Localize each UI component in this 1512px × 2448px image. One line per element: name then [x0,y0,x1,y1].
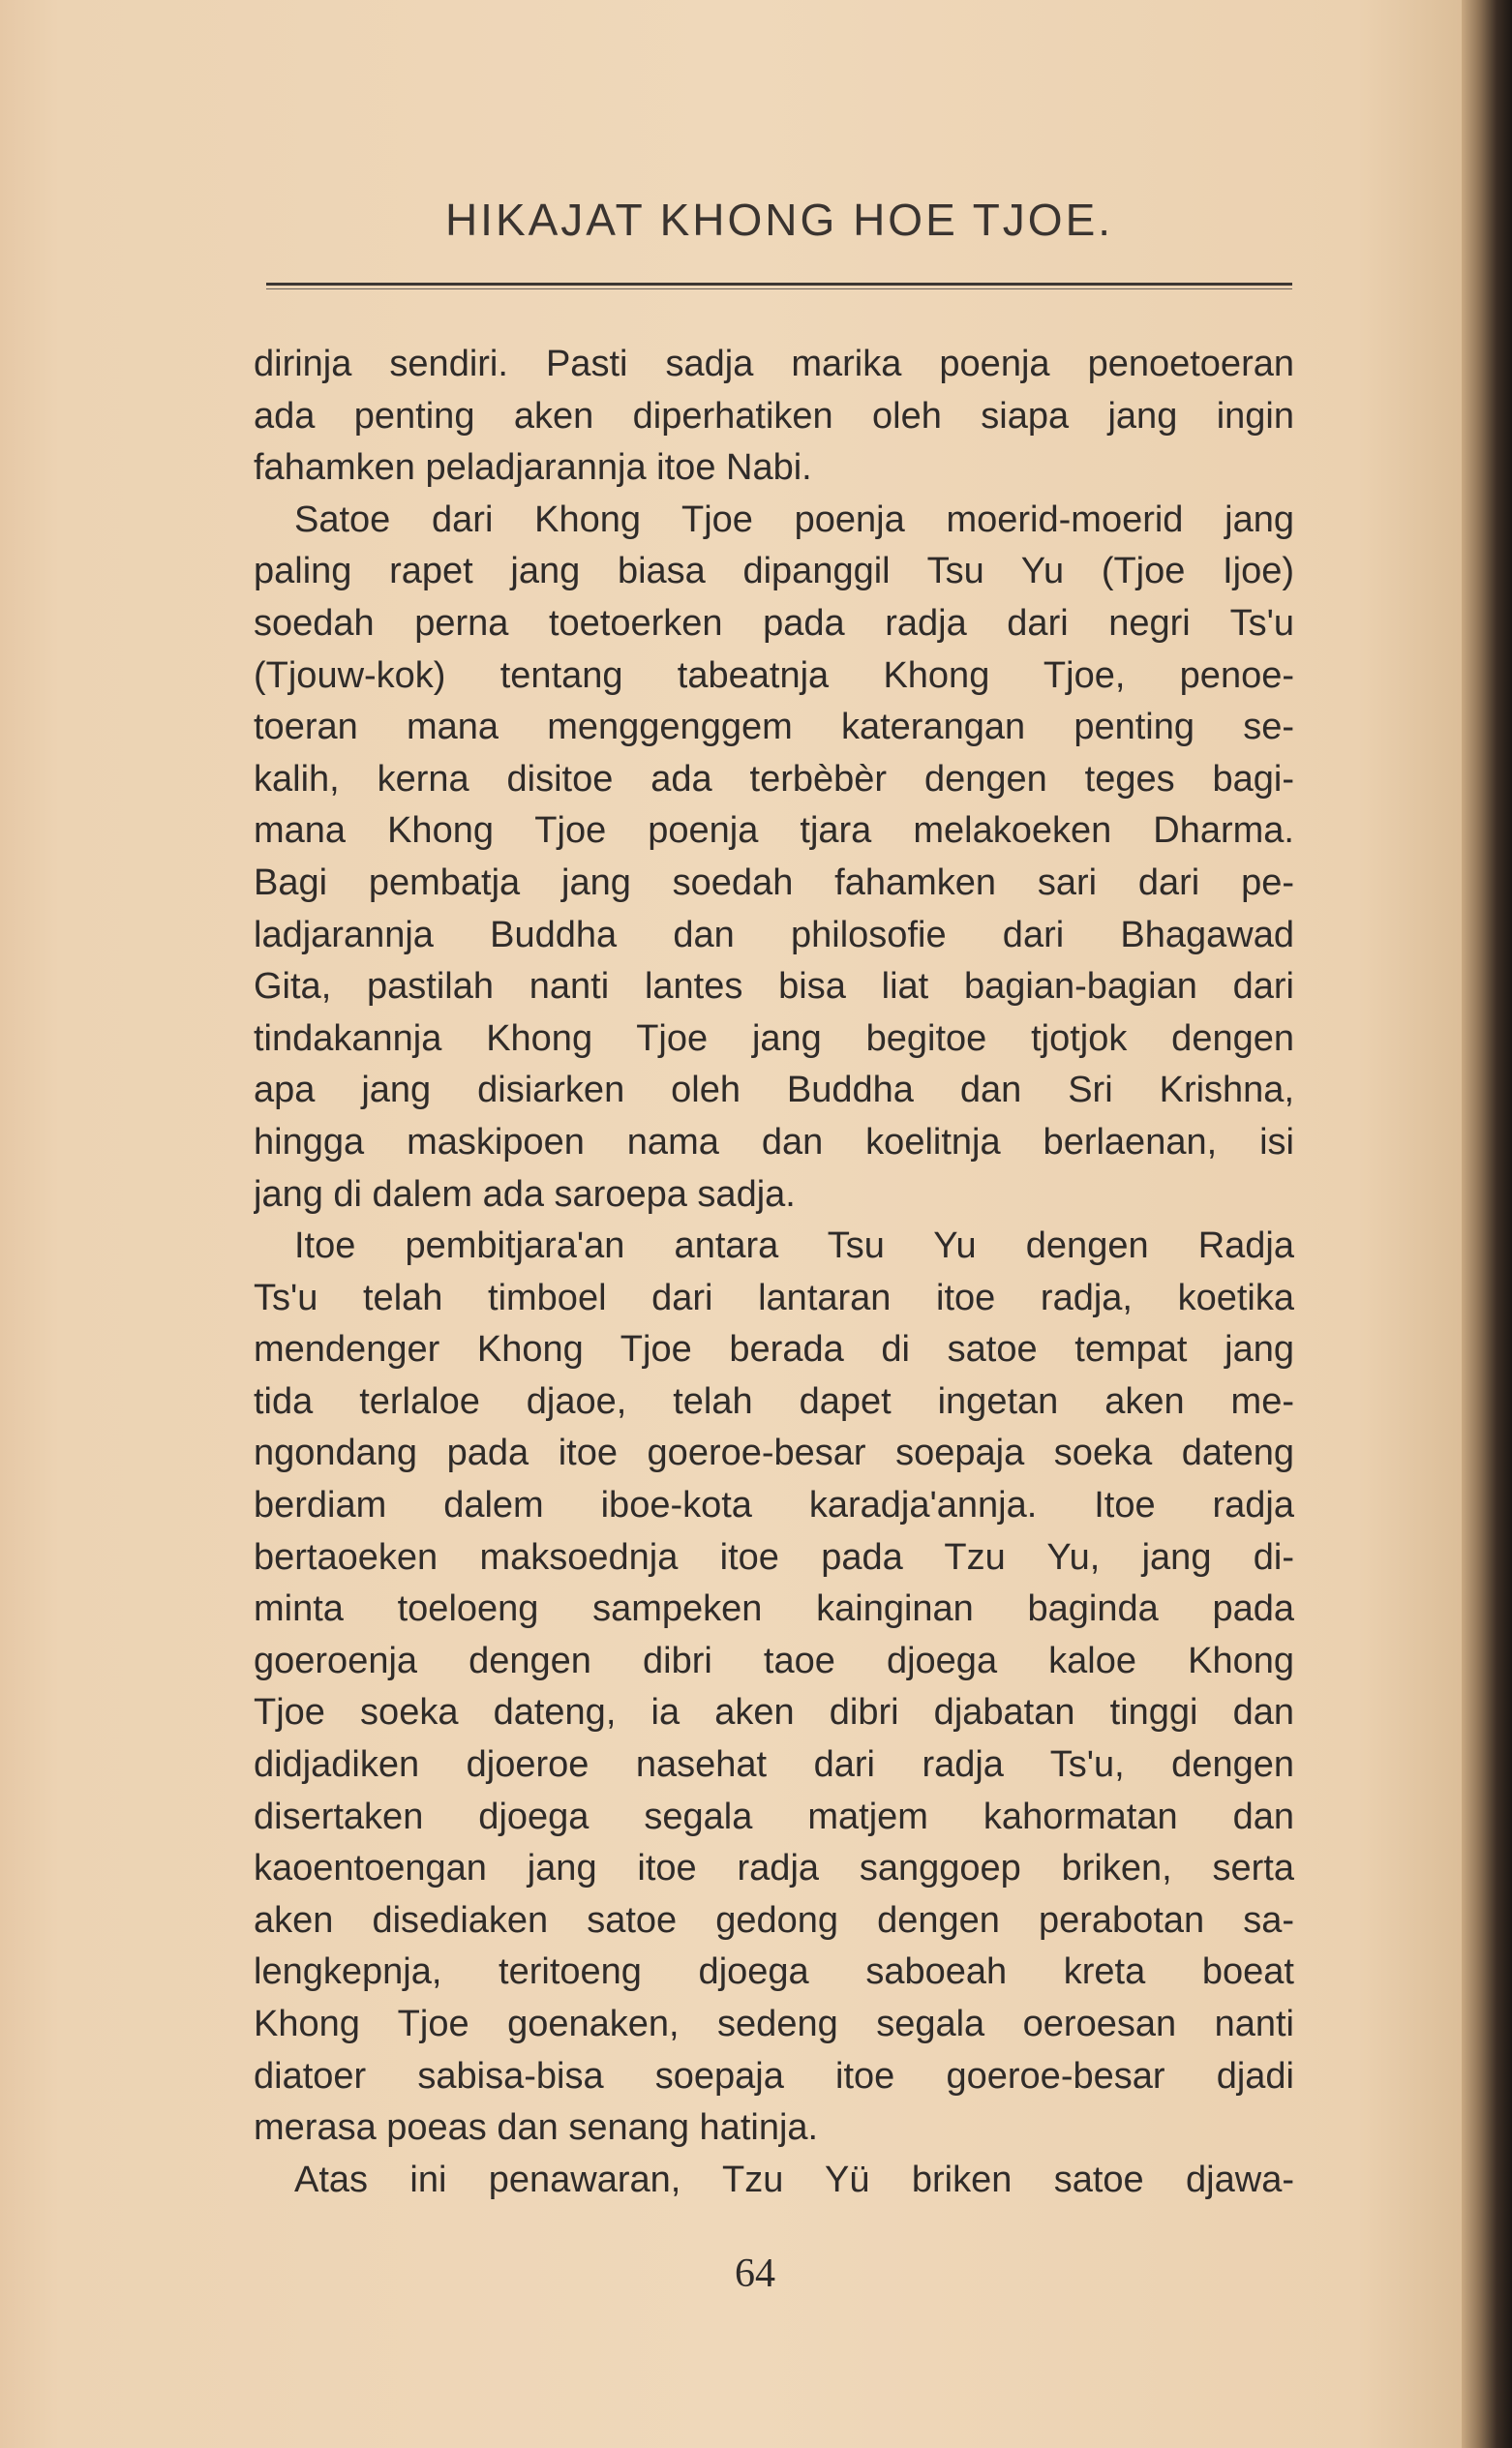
text-line: toeran mana menggenggem katerangan penting se- [254,707,1294,748]
text-line: Satoe dari Khong Tjoe poenja moerid-moerid jang [294,499,1294,540]
running-head: HIKAJAT KHONG HOE TJOE. [444,195,1114,245]
text-line: ada penting aken diperhatiken oleh siapa jang ingin [254,395,1294,437]
text-line: (Tjouw-kok) tentang tabeatnja Khong Tjoe, penoe- [254,654,1294,696]
text-line: didjadiken djoeroe nasehat dari radja Ts'u, dengen [254,1744,1294,1786]
text-line: disertaken djoega segala matjem kahormatan dan [254,1796,1294,1837]
header-rule-thin [266,288,1292,289]
text-line: apa jang disiarken oleh Buddha dan Sri Krishna, [254,1070,1294,1111]
text-line: mana Khong Tjoe poenja tjara melakoeken Dharma. [254,810,1294,852]
text-line: ladjarannja Buddha dan philosofie dari Bhagawad [254,914,1294,955]
text-line: tindakannja Khong Tjoe jang begitoe tjotjok dengen [254,1017,1294,1059]
text-line: minta toeloeng sampeken kainginan baginda pada [254,1588,1294,1630]
text-line: Itoe pembitjara'an antara Tsu Yu dengen Radja [294,1225,1294,1267]
text-line: fahamken peladjarannja itoe Nabi. [254,447,812,489]
text-line: goeroenja dengen dibri taoe djoega kaloe Khong [254,1640,1294,1681]
text-line: kaoentoengan jang itoe radja sanggoep briken, serta [254,1848,1294,1889]
text-line: tida terlaloe djaoe, telah dapet ingetan aken me- [254,1380,1294,1422]
text-line: paling rapet jang biasa dipanggil Tsu Yu (Tjoe Ijoe) [254,551,1294,592]
body-text [254,339,1294,2206]
text-line: aken disediaken satoe gedong dengen perabotan sa- [254,1899,1294,1941]
text-line: hingga maskipoen nama dan koelitnja berlaenan, isi [254,1121,1294,1163]
text-line: Gita, pastilah nanti lantes bisa liat bagian-bagian dari [254,966,1294,1008]
page-number: 64 [735,2252,775,2296]
text-line: mendenger Khong Tjoe berada di satoe tempat jang [254,1329,1294,1371]
text-line: soedah perna toetoerken pada radja dari negri Ts'u [254,602,1294,644]
header-rule [266,283,1292,286]
text-line: jang di dalem ada saroepa sadja. [254,1173,796,1215]
text-line: Atas ini penawaran, Tzu Yü briken satoe djawa- [294,2159,1294,2200]
text-line: Khong Tjoe goenaken, sedeng segala oeroesan nanti [254,2004,1294,2044]
text-line: berdiam dalem iboe-kota karadja'annja. Itoe radja [254,1485,1294,1526]
text-line: Bagi pembatja jang soedah fahamken sari dari pe- [254,861,1294,903]
book-spine-shadow [1462,0,1512,2448]
text-line: bertaoeken maksoednja itoe pada Tzu Yu, jang di- [254,1536,1294,1578]
text-line: ngondang pada itoe goeroe-besar soepaja soeka dateng [254,1433,1294,1474]
text-line: Tjoe soeka dateng, ia aken dibri djabatan tinggi dan [254,1692,1294,1734]
text-line: kalih, kerna disitoe ada terbèbèr dengen teges bagi- [254,758,1294,800]
text-line: Ts'u telah timboel dari lantaran itoe radja, koetika [254,1277,1294,1318]
text-line: merasa poeas dan senang hatinja. [254,2107,819,2149]
text-line: dirinja sendiri. Pasti sadja marika poenja penoetoeran [254,344,1294,384]
text-line: diatoer sabisa-bisa soepaja itoe goeroe-besar djadi [254,2055,1294,2097]
text-line: lengkepnja, teritoeng djoega saboeah kreta boeat [254,1951,1294,1993]
